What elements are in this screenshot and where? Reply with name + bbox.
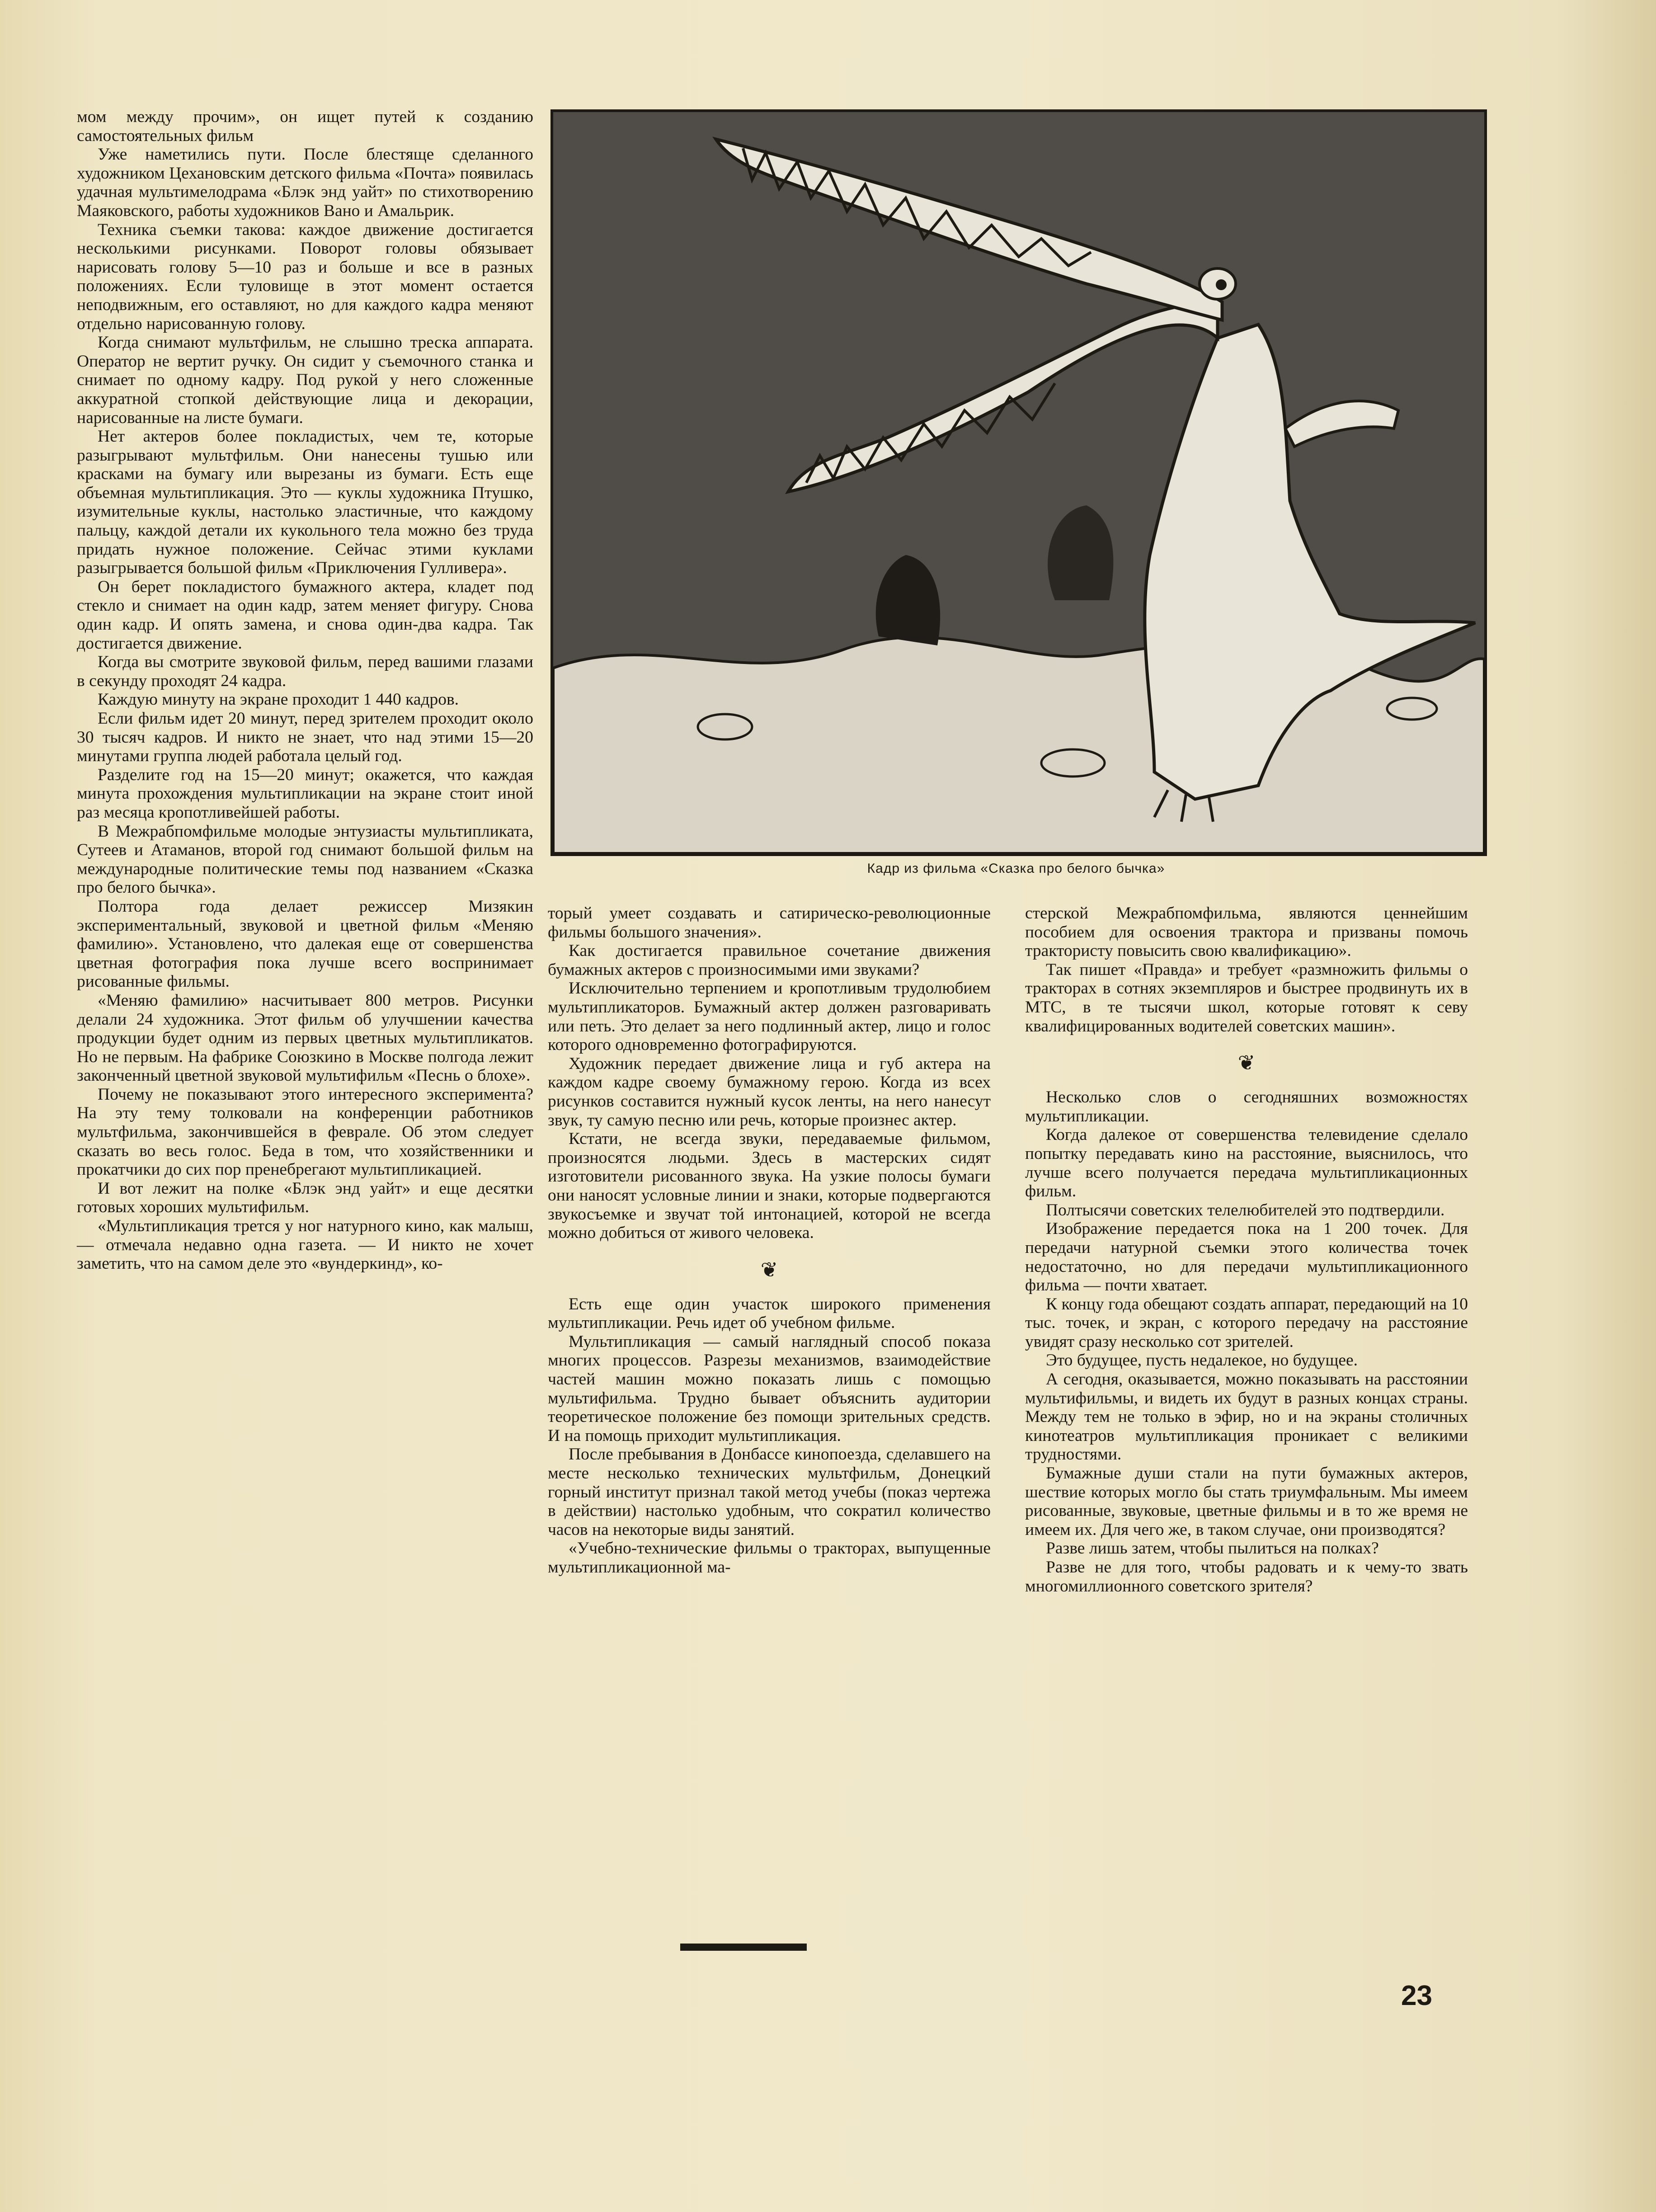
paragraph: Разве не для того, чтобы радовать и к чему-то звать многомиллионного советского зрителя? (1025, 1558, 1468, 1595)
paragraph: Нет актеров более покладистых, чем те, которые разыгрывают мультфильм. Они нанесены тушью или красками на бумагу или вырезаны из бумаги. Есть еще объемная мультипликация. Это — куклы художника Птушко, изумительные куклы, настолько эластичные, что каждому пальцу, каждой детали их кукольного тела можно без труда придать нужное положение. Сейчас этими куклами разыгрывается большой фильм «Приключения Гулливера». (77, 427, 533, 578)
paragraph: Каждую минуту на экране проходит 1 440 кадров. (98, 690, 459, 709)
image-caption: Кадр из фильма «Сказка про белого бычка» (867, 861, 1165, 876)
paragraph: Есть еще один участок широкого применения мультипликации. Речь идет об учебном фильме. (548, 1294, 991, 1332)
paragraph: В Межрабпомфильме молодые энтузиасты мультипликата, Сутеев и Атаманов, второй год снимают большой фильм на международные политические темы под названием «Сказка про белого бычка». (77, 822, 533, 897)
paragraph: Так пишет «Правда» и требует «размножить фильмы о тракторах в сотнях экземпляров и быстрее продвинуть их в МТС, в те тысячи школ, которые готовят к севу квалифицированных водителей советских машин». (1025, 960, 1468, 1035)
paragraph: Бумажные души стали на пути бумажных актеров, шествие которых могло бы стать триумфальным. Мы имеем рисованные, звуковые, цветные фильмы и в то же время не имеем их. Для чего же, в таком случае, они производятся? (1025, 1464, 1468, 1539)
paragraph: Исключительно терпением и кропотливым трудолюбием мультипликаторов. Бумажный актер должен разговаривать или петь. Это делает за него подлинный актер, лицо и голос которого одновременно фотографируются. (548, 979, 991, 1054)
paragraph: Когда вы смотрите звуковой фильм, перед вашими глазами в секунду проходят 24 кадра. (77, 653, 533, 690)
paragraph: Если фильм идет 20 минут, перед зрителем проходит около 30 тысяч кадров. И никто не знает, что над этими 15—20 минутами группа людей работала целый год. (77, 709, 533, 766)
paragraph: Когда далекое от совершенства телевидение сделало попытку передавать кино на расстояние, выяснилось, что лучше всего получается передача мультипликационных фильм. (1025, 1125, 1468, 1201)
paragraph: К концу года обещают создать аппарат, передающий на 10 тыс. точек, и экран, с которого передачу на расстояние увидят сразу несколько сот зрителей. (1025, 1294, 1468, 1351)
paragraph: Изображение передается пока на 1 200 точек. Для передачи натурной съемки этого количества точек недостаточно, но для передачи мультипликационного фильма — почти хватает. (1025, 1219, 1468, 1295)
paragraph: Это будущее, пусть недалекое, но будущее. (1046, 1351, 1358, 1370)
crocodile-illustration (553, 112, 1484, 853)
paragraph: После пребывания в Донбассе кинопоезда, сделавшего на месте несколько технических мультфильм, Донецкий горный институт признал такой метод учебы (показ чертежа в действии) настолько удобным, что сократил количество часов на некоторые виды занятий. (548, 1445, 991, 1539)
text-column-2 (548, 904, 991, 1577)
paragraph: Он берет покладистого бумажного актера, кладет под стекло и снимает на один кадр, затем меняет фигуру. Снова один кадр. И опять замена, и снова один-два кадра. Так достигается движение. (77, 577, 533, 653)
end-rule (680, 1944, 807, 1951)
paragraph: Почему не показывают этого интересного эксперимента? На эту тему толковали на конференции работников мультфильма, закончившейся в феврале. Об этом следует сказать во весь голос. Беда в том, что хозяйственники и прокатчики до сих пор пренебрегают мультипликацией. (77, 1085, 533, 1179)
paragraph: мом между прочим», он ищет путей к созданию самостоятельных фильм (77, 108, 533, 145)
paragraph: Разве лишь затем, чтобы пылиться на полках? (1046, 1539, 1379, 1558)
paragraph: «Меняю фамилию» насчитывает 800 метров. Рисунки делали 24 художника. Этот фильм об улучшении качества продукции будет одним из первых цветных мультипликатов. Но не первым. На фабрике Союзкино в Москве полгода лежит законченный цветной звуковой мультифильм «Песнь о блохе». (77, 991, 533, 1085)
paragraph: Полтора года делает режиссер Мизякин экспериментальный, звуковой и цветной фильм «Меняю фамилию». Установлено, что далекая еще от совершенства цветная фотография пока лучше всего воспринимает рисованные фильмы. (77, 897, 533, 991)
paragraph: Полтысячи советских телелюбителей это подтвердили. (1046, 1200, 1445, 1219)
text-column-3 (1025, 904, 1468, 1595)
paragraph: Когда снимают мультфильм, не слышно треска аппарата. Оператор не вертит ручку. Он сидит у съемочного станка и снимает по одному кадру. Под рукой у него сложенные аккуратной стопкой действующие лица и декорации, нарисованные на листе бумаги. (77, 333, 533, 427)
paragraph: Как достигается правильное сочетание движения бумажных актеров с произносимыми ими звуками? (548, 941, 991, 979)
paragraph: «Учебно-технические фильмы о тракторах, выпущенные мультипликационной ма- (548, 1539, 991, 1577)
film-still-image (550, 109, 1487, 856)
paragraph: Художник передает движение лица и губ актера на каждом кадре своему бумажному герою. Когда из всех рисунков составится нужный кусок ленты, на него нанесут звук, ту самую песню или речь, которые произнес актер. (548, 1054, 991, 1130)
paragraph: Разделите год на 15—20 минут; окажется, что каждая минута прохождения мультипликации на экране стоит иной раз месяца кропотливейшей работы. (77, 765, 533, 822)
paragraph: стерской Межрабпомфильма, являются ценнейшим пособием для освоения трактора и призваны помочь трактористу повысить свою квалификацию». (1025, 904, 1468, 960)
paragraph: Уже наметились пути. После блестяще сделанного художником Цехановским детского фильма «Почта» появилась удачная мультимелодрама «Блэк энд уайт» по стихотворению Маяковского, работы художников Вано и Амальрик. (77, 145, 533, 220)
section-ornament: ❦ (1237, 1051, 1256, 1075)
page-number: 23 (1401, 1980, 1432, 2011)
paragraph: Техника съемки такова: каждое движение достигается несколькими рисунками. Поворот головы обязывает нарисовать голову 5—10 раз и больше и все в разных положениях. Если туловище в этот момент остается неподвижным, его оставляют, но для каждого кадра меняют отдельно нарисованную голову. (77, 220, 533, 333)
section-ornament: ❦ (760, 1258, 778, 1281)
paragraph: «Мультипликация трется у ног натурного кино, как малыш, — отмечала недавно одна газета. — И никто не хочет заметить, что на самом деле это «вундеркинд», ко- (77, 1217, 533, 1273)
text-column-1 (77, 108, 533, 1273)
paragraph: Несколько слов о сегодняшних возможностях мультипликации. (1025, 1088, 1468, 1125)
paragraph: А сегодня, оказывается, можно показывать на расстоянии мультифильмы, и видеть их будут в разных концах страны. Между тем не только в эфир, но и на экраны столичных кинотеатров мультипликация проникает с великими трудностями. (1025, 1370, 1468, 1464)
paragraph: Мультипликация — самый наглядный способ показа многих процессов. Разрезы механизмов, взаимодействие частей машин можно показать лишь с помощью мультифильма. Трудно бывает объяснить аудитории теоретическое положение без помощи зрительных средств. И на помощь приходит мультипликация. (548, 1332, 991, 1445)
paragraph: Кстати, не всегда звуки, передаваемые фильмом, произносятся людьми. Здесь в мастерских сидят изготовители рисованного звука. На узкие полосы бумаги они наносят условные линии и знаки, которые подвергаются звукосъемке и звучат той интонацией, которой не всегда можно добиться от живого человека. (548, 1130, 991, 1242)
paragraph: торый умеет создавать и сатирическо-революционные фильмы большого значения». (548, 904, 991, 941)
paragraph: И вот лежит на полке «Блэк энд уайт» и еще десятки готовых хороших мультифильм. (77, 1179, 533, 1217)
